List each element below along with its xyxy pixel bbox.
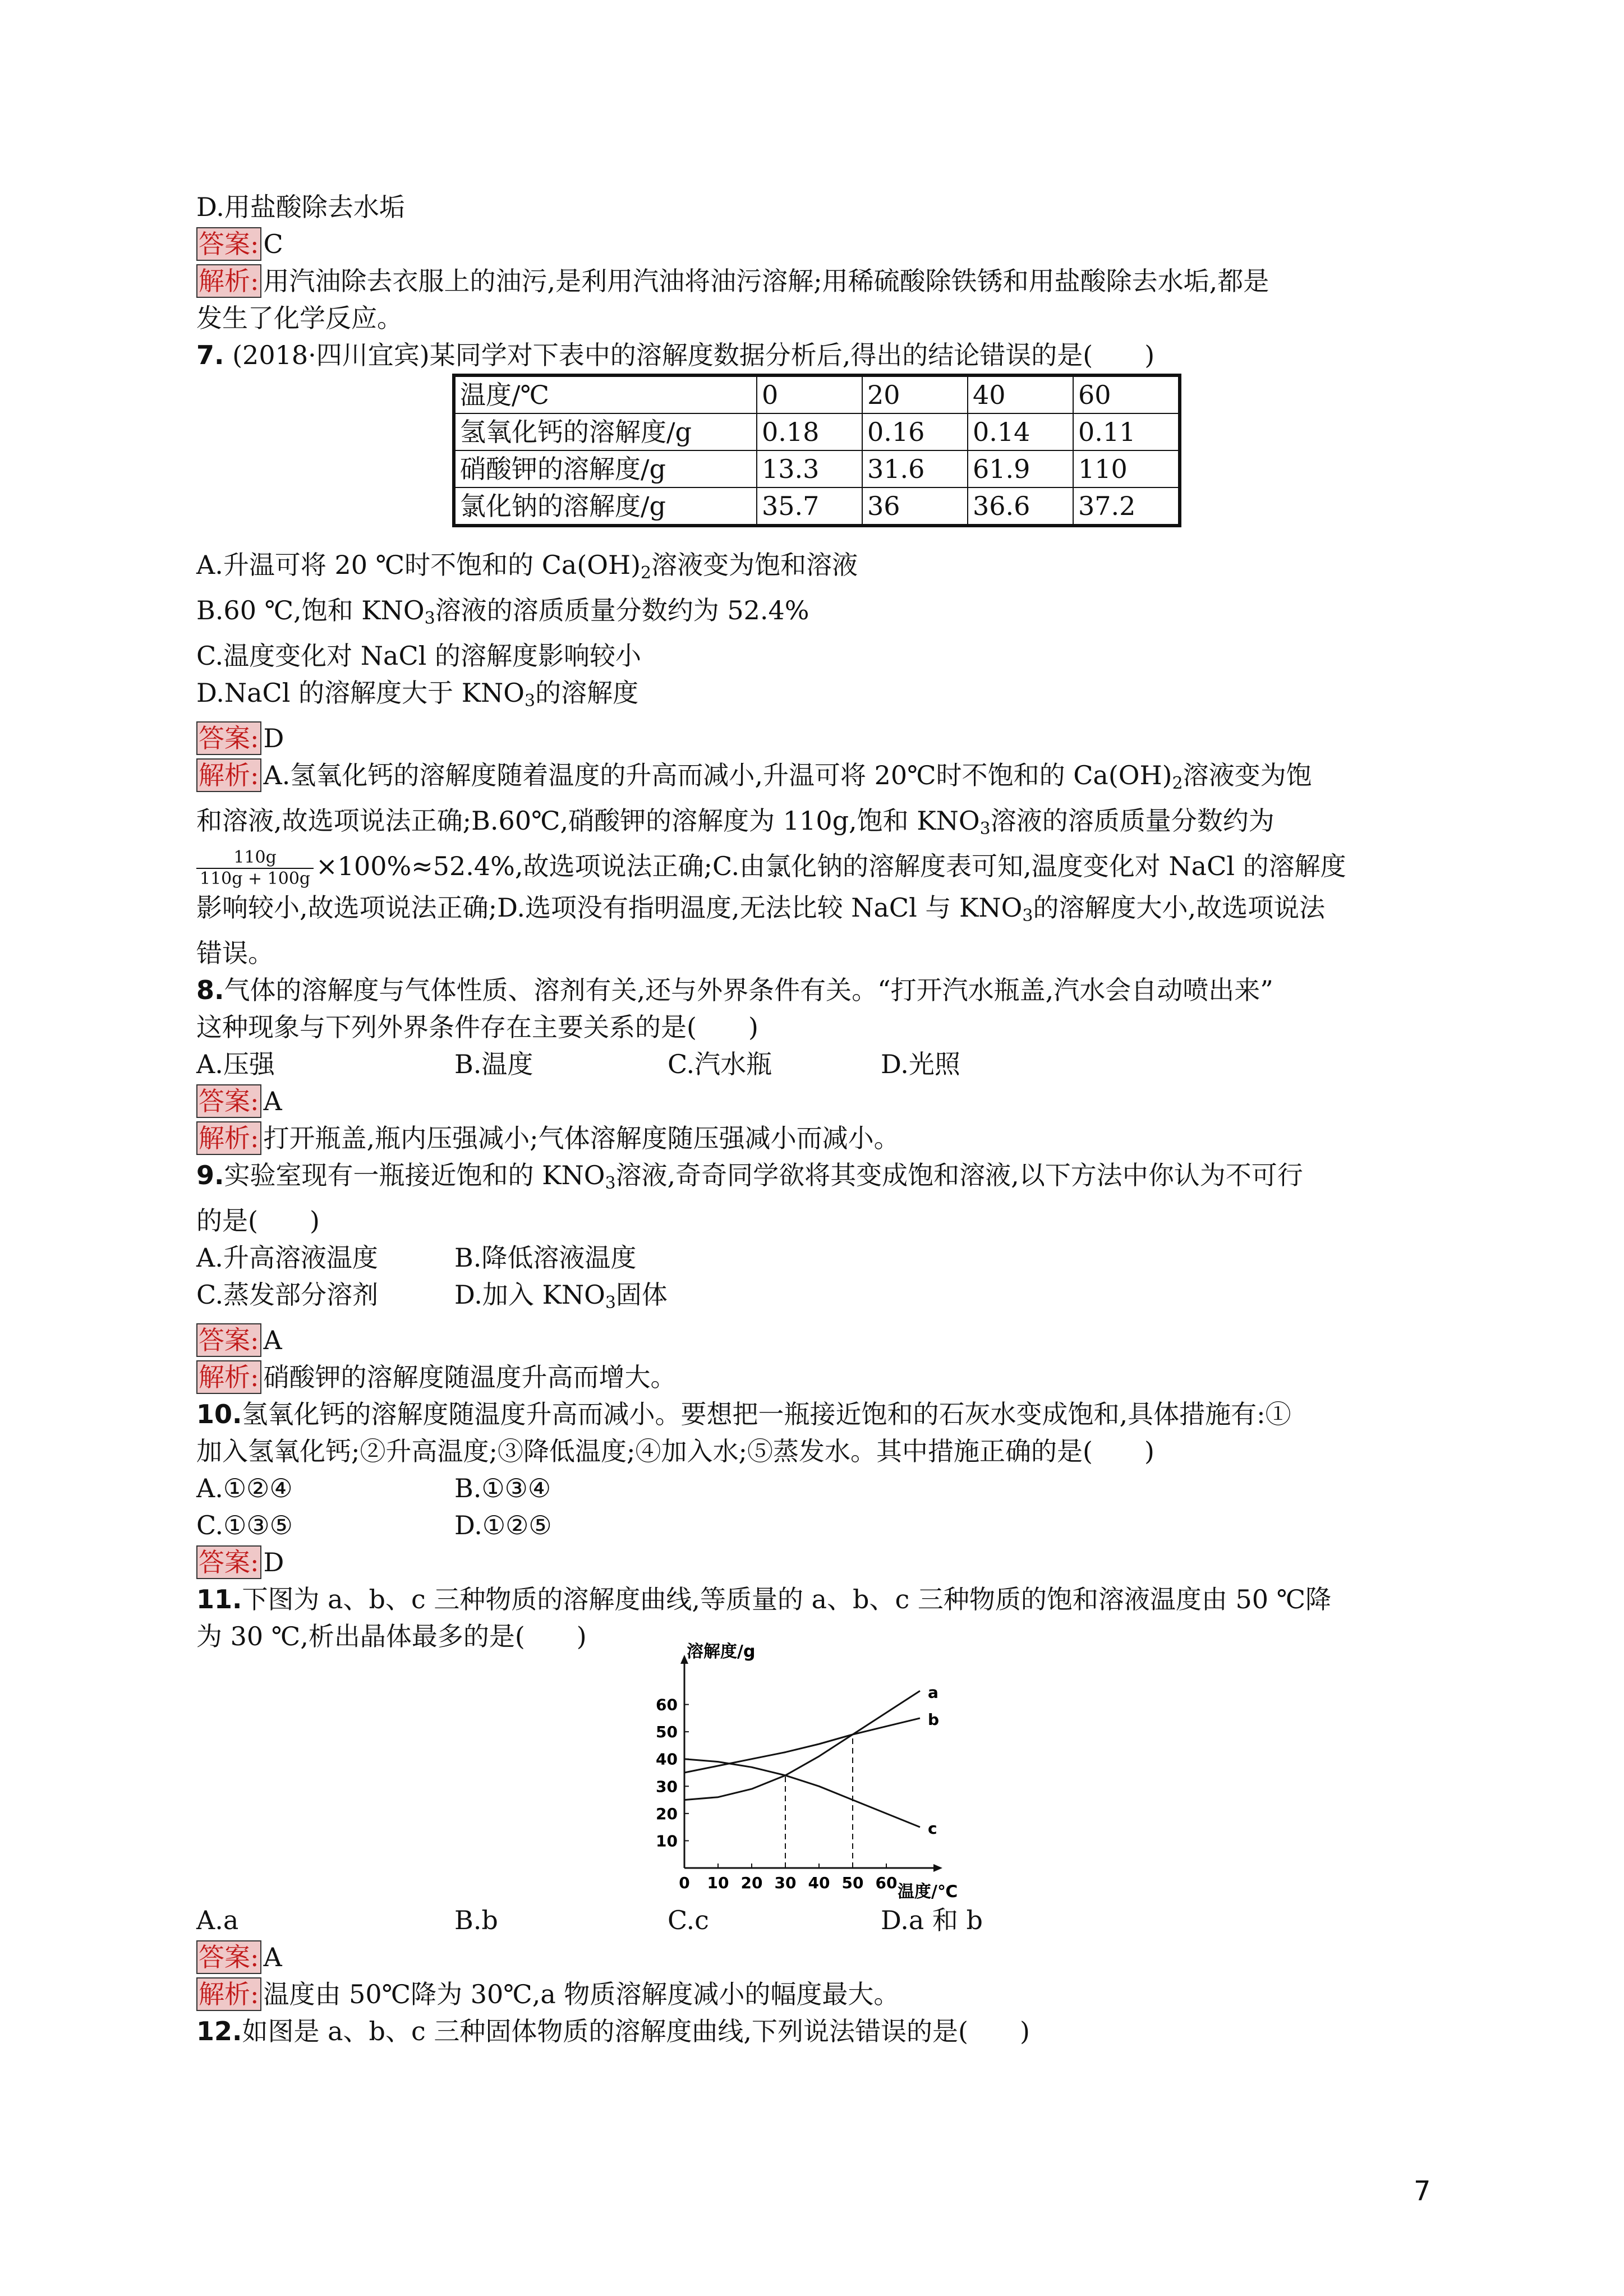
series-line-c	[684, 1759, 920, 1827]
q7-analysis: 解析: A.氢氧化钙的溶解度随着温度的升高而减小,升温可将 20℃时不饱和的 $Ca(OH)_2$溶液变为饱	[196, 757, 1430, 802]
q8-stem: 8.气体的溶解度与气体性质、溶剂有关,还与外界条件有关。“打开汽水瓶盖,汽水会自动喷出来”	[196, 975, 1273, 1005]
q8-stem-cont: 这种现象与下列外界条件存在主要关系的是( )	[196, 1012, 758, 1042]
spacer	[196, 527, 1430, 546]
table-cell: 31.6	[862, 450, 968, 487]
x-tick-label: 40	[808, 1874, 830, 1892]
q10-options-row2	[196, 1507, 1430, 1544]
solubility-table	[452, 374, 1181, 527]
series-label-b: b	[928, 1710, 940, 1729]
table-cell: 20	[862, 375, 968, 413]
answer-value: A	[263, 1942, 282, 1972]
option: B.①③④	[454, 1473, 551, 1503]
q11-analysis: 解析: 温度由 50℃降为 30℃,a 物质溶解度减小的幅度最大。	[196, 1976, 1430, 2013]
answer-label: 答案:	[196, 1545, 261, 1579]
q6-analysis-cont: 发生了化学反应。	[196, 303, 403, 333]
analysis-label: 解析:	[196, 1121, 261, 1155]
y-tick-label: 50	[656, 1723, 678, 1742]
table-cell: 氢氧化钙的溶解度/g	[454, 413, 757, 450]
q7-option-a: A.升温可将 20 ℃时不饱和的 $Ca(OH)_2$溶液变为饱和溶液	[196, 550, 858, 583]
x-axis-label: 温度/℃	[898, 1882, 958, 1902]
option: C.汽水瓶	[668, 1049, 772, 1079]
x-tick-label: 0	[679, 1874, 690, 1892]
y-tick-label: 20	[656, 1804, 678, 1823]
y-tick-label: 60	[656, 1695, 678, 1714]
q11-answer	[196, 1939, 1430, 1976]
q11-stem: 11.下图为 a、b、c 三种物质的溶解度曲线,等质量的 a、b、c 三种物质的饱和溶液温度由 50 ℃降	[196, 1584, 1332, 1614]
table-cell: 13.3	[757, 450, 862, 487]
analysis-label: 解析:	[196, 758, 261, 792]
answer-value: D	[263, 1547, 284, 1577]
y-tick-label: 40	[656, 1750, 678, 1769]
q9-stem: 9.实验室现有一瓶接近饱和的 $KNO_3$溶液,奇奇同学欲将其变成饱和溶液,以下方法中你认为不可行	[196, 1160, 1303, 1193]
answer-label: 答案:	[196, 1940, 261, 1974]
y-tick-label: 10	[656, 1832, 678, 1851]
q10-options-row1	[196, 1470, 1430, 1507]
y-tick-label: 30	[656, 1777, 678, 1796]
q9-options-row1	[196, 1239, 1430, 1276]
option: C.蒸发部分溶剂	[196, 1280, 379, 1310]
q9-stem-cont: 的是( )	[196, 1205, 320, 1236]
question-number: 9.	[196, 1160, 224, 1190]
answer-label: 答案:	[196, 1084, 261, 1118]
x-tick-label: 30	[774, 1874, 797, 1892]
y-axis-label: 溶解度/g	[687, 1642, 756, 1662]
q9-analysis: 解析: 硝酸钾的溶解度随温度升高而增大。	[196, 1359, 1430, 1396]
table-row	[454, 450, 1180, 487]
x-tick-label: 60	[875, 1874, 898, 1892]
q8-options	[196, 1046, 1430, 1083]
x-tick-label: 50	[841, 1874, 864, 1892]
option: D.加入 $KNO_3$固体	[454, 1280, 668, 1313]
q11-stem-cont: 为 30 ℃,析出晶体最多的是( )	[196, 1621, 587, 1651]
series-label-c: c	[928, 1819, 937, 1838]
table-row	[454, 413, 1180, 450]
table-cell: 60	[1073, 375, 1180, 413]
q10-answer	[196, 1544, 1430, 1581]
x-tick-label: 20	[740, 1874, 763, 1892]
answer-value: A	[263, 1086, 282, 1116]
table-cell: 0	[757, 375, 862, 413]
question-number: 11.	[196, 1584, 242, 1614]
table-cell: 0.18	[757, 413, 862, 450]
table-cell: 0.16	[862, 413, 968, 450]
analysis-label: 解析:	[196, 1360, 261, 1394]
q9-answer	[196, 1322, 1430, 1359]
x-axis-arrow	[933, 1864, 942, 1872]
option: A.压强	[196, 1049, 275, 1079]
table-cell: 40	[968, 375, 1073, 413]
question-number: 10.	[196, 1399, 242, 1429]
answer-value: D	[263, 723, 284, 753]
q11-options	[196, 1902, 1430, 1939]
q7-option-b: B.60 ℃,饱和 $KNO_3$溶液的溶质质量分数约为 52.4%	[196, 595, 809, 628]
table-cell: 61.9	[968, 450, 1073, 487]
q8-answer	[196, 1083, 1430, 1120]
answer-value: C	[263, 229, 283, 259]
q7-analysis-line2: 和溶液,故选项说法正确;B.60℃,硝酸钾的溶解度为 110g,饱和 $KNO_3$溶液的溶质质量分数约为	[196, 806, 1275, 839]
table-cell: 36	[862, 487, 968, 526]
option: A.a	[196, 1905, 239, 1935]
x-tick-label: 10	[707, 1874, 729, 1892]
table-row	[454, 487, 1180, 526]
fraction: $\frac{110g}{110g + 100g}$	[196, 848, 314, 889]
option: B.b	[454, 1905, 498, 1935]
q7-option-c: C.温度变化对 NaCl 的溶解度影响较小	[196, 641, 642, 671]
q7-option-d: D.NaCl 的溶解度大于 $KNO_3$的溶解度	[196, 678, 639, 711]
question-number: 12.	[196, 2016, 242, 2046]
option: B.降低溶液温度	[454, 1243, 637, 1273]
q12-stem: 12.如图是 a、b、c 三种固体物质的溶解度曲线,下列说法错误的是( )	[196, 2016, 1030, 2046]
q8-analysis: 解析: 打开瓶盖,瓶内压强减小;气体溶解度随压强减小而减小。	[196, 1120, 1430, 1157]
option: A.①②④	[196, 1473, 293, 1503]
table-cell: 37.2	[1073, 487, 1180, 526]
option: C.c	[668, 1905, 709, 1935]
question-number: 8.	[196, 975, 224, 1005]
table-cell: 硝酸钾的溶解度/g	[454, 450, 757, 487]
option: D.①②⑤	[454, 1510, 552, 1540]
answer-label: 答案:	[196, 1323, 261, 1357]
option: B.温度	[454, 1049, 533, 1079]
table-cell: 0.11	[1073, 413, 1180, 450]
solubility-curve-chart	[634, 1642, 958, 1902]
q7-analysis-line4: 影响较小,故选项说法正确;D.选项没有指明温度,无法比较 NaCl 与 $KNO_3$的溶解度大小,故选项说法	[196, 892, 1326, 926]
q7-stem: 7. (2018·四川宜宾)某同学对下表中的溶解度数据分析后,得出的结论错误的是( )	[196, 340, 1155, 370]
table-header-row	[454, 375, 1180, 413]
q10-stem: 10.氢氧化钙的溶解度随温度升高而减小。要想把一瓶接近饱和的石灰水变成饱和,具体措施有:①	[196, 1399, 1291, 1429]
option: C.①③⑤	[196, 1510, 293, 1540]
question-number: 7.	[196, 340, 224, 370]
answer-label: 答案:	[196, 721, 261, 755]
table-cell: 0.14	[968, 413, 1073, 450]
q9-options-row2	[196, 1276, 1430, 1322]
q6-option-d: D.用盐酸除去水垢	[196, 192, 405, 222]
q6-analysis: 解析: 用汽油除去衣服上的油污,是利用汽油将油污溶解;用稀硫酸除铁锈和用盐酸除去水垢,都是	[196, 263, 1430, 300]
table-cell: 36.6	[968, 487, 1073, 526]
option: A.升高溶液温度	[196, 1243, 378, 1273]
series-line-a	[684, 1691, 920, 1800]
answer-label: 答案:	[196, 227, 261, 261]
q7-answer	[196, 720, 1430, 757]
q7-analysis-line5: 错误。	[196, 938, 274, 968]
table-cell: 110	[1073, 450, 1180, 487]
analysis-label: 解析:	[196, 264, 261, 298]
solubility-chart-container	[196, 1642, 1430, 1902]
option: D.光照	[881, 1049, 960, 1079]
option: D.a 和 b	[881, 1905, 983, 1935]
page-number: 7	[1414, 2175, 1431, 2207]
table-cell: 氯化钠的溶解度/g	[454, 487, 757, 526]
q7-analysis-line3: $\frac{110g}{110g + 100g}$ ×100%≈52.4%,故选项说法正确;C.由氯化钠的溶解度表可知,温度变化对 NaCl 的溶解度	[196, 848, 1430, 889]
table-cell: 温度/℃	[454, 375, 757, 413]
q10-stem-cont: 加入氢氧化钙;②升高温度;③降低温度;④加入水;⑤蒸发水。其中措施正确的是( )	[196, 1436, 1154, 1466]
q6-answer	[196, 226, 1430, 263]
page-content	[196, 188, 1430, 2050]
answer-value: A	[263, 1325, 282, 1355]
analysis-label: 解析:	[196, 1977, 261, 2011]
series-label-a: a	[928, 1683, 938, 1702]
series-line-b	[684, 1718, 920, 1773]
table-cell: 35.7	[757, 487, 862, 526]
